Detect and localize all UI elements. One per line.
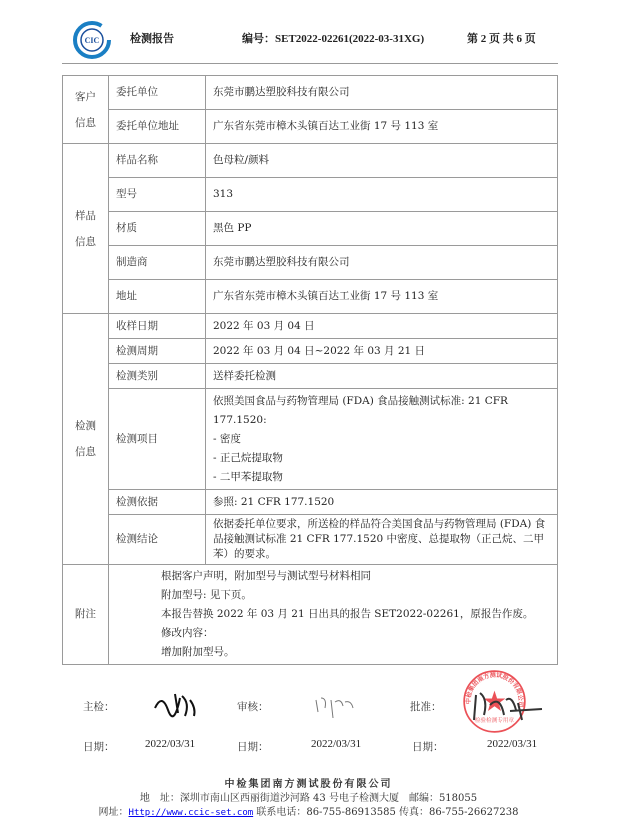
table-row	[63, 389, 558, 490]
table-row	[63, 280, 558, 314]
customer-group-label: 客户 信息	[63, 76, 109, 144]
field-value-line: - 密度	[213, 432, 241, 445]
field-value-line: - 二甲苯提取物	[213, 470, 283, 483]
field-label: 制造商	[109, 246, 206, 280]
note-line: 修改内容：	[161, 627, 214, 639]
cic-logo	[72, 20, 112, 60]
reviewer-date-label: 日期：	[237, 741, 269, 753]
approver-label: 批准：	[410, 701, 442, 713]
table-row	[63, 246, 558, 280]
table-row	[63, 515, 558, 565]
footer-address: 地 址：深圳市南山区西丽街道沙河路 43 号电子检测大厦 邮编：518055	[139, 793, 478, 804]
footer-contact	[0, 803, 617, 818]
table-row	[63, 144, 558, 178]
field-value: 色母粒/颜料	[206, 144, 558, 178]
header-divider	[62, 63, 558, 64]
field-value: 送样委托检测	[206, 364, 558, 389]
report-title: 检测报告	[130, 33, 174, 45]
note-line: 增加附加型号。	[161, 646, 235, 658]
field-value: 东莞市鹏达塑胶科技有限公司	[206, 246, 558, 280]
field-label: 委托单位	[109, 76, 206, 110]
table-row	[63, 110, 558, 144]
field-label: 地址	[109, 280, 206, 314]
field-value: 313	[206, 178, 558, 212]
inspector-date-label: 日期：	[83, 741, 115, 753]
reviewer-label: 审核：	[237, 701, 269, 713]
field-value-line: - 正己烷提取物	[213, 451, 283, 464]
svg-text:检验检测专用章: 检验检测专用章	[474, 717, 515, 724]
field-label: 材质	[109, 212, 206, 246]
field-value: 2022 年 03 月 04 日	[206, 314, 558, 339]
field-value: 参照: 21 CFR 177.1520	[206, 490, 558, 515]
field-label: 检测依据	[109, 490, 206, 515]
field-label: 检测类别	[109, 364, 206, 389]
svg-text:中检集团南方测试股份有限公司: 中检集团南方测试股份有限公司	[465, 671, 524, 708]
test-group-label: 检测 信息	[63, 314, 109, 565]
field-value-line: 依照美国食品与药物管理局 (FDA) 食品接触测试标准: 21 CFR 177.1520:	[213, 394, 508, 426]
inspector-label: 主检：	[83, 701, 115, 713]
notes-group-label: 附注	[63, 565, 109, 665]
approver-signature	[470, 685, 545, 725]
field-value: 黑色 PP	[206, 212, 558, 246]
note-line: 根据客户声明，附加型号与测试型号材料相同	[161, 570, 371, 582]
field-value	[206, 389, 558, 490]
field-label: 收样日期	[109, 314, 206, 339]
table-row	[63, 178, 558, 212]
note-line: 附加型号: 见下页。	[161, 589, 252, 601]
page-number: 第 2 页 共 6 页	[467, 33, 536, 45]
web-label: 网址：	[98, 807, 129, 818]
table-row	[63, 212, 558, 246]
svg-text:CIC: CIC	[84, 36, 100, 45]
field-value: 东莞市鹏达塑胶科技有限公司	[206, 76, 558, 110]
field-value: 2022 年 03 月 04 日~2022 年 03 月 21 日	[206, 339, 558, 364]
notes-content	[109, 565, 558, 665]
inspector-date: 2022/03/31	[145, 738, 196, 750]
field-label: 检测结论	[109, 515, 206, 565]
table-row	[63, 76, 558, 110]
field-label: 样品名称	[109, 144, 206, 178]
approver-date: 2022/03/31	[487, 738, 538, 750]
phone-fax: 联系电话：86-755-86913585 传真：86-755-26627238	[253, 807, 519, 818]
report-table	[62, 75, 558, 665]
table-row	[63, 490, 558, 515]
table-row	[63, 314, 558, 339]
notes-row	[63, 565, 558, 665]
table-row	[63, 339, 558, 364]
field-label: 检测项目	[109, 389, 206, 490]
approver-date-label: 日期：	[412, 741, 444, 753]
footer-company: 中检集团南方测试股份有限公司	[224, 779, 393, 790]
table-row	[63, 364, 558, 389]
note-line: 本报告替换 2022 年 03 月 21 日出具的报告 SET2022-02261，原报告作废。	[161, 608, 534, 620]
reviewer-signature	[313, 690, 358, 720]
field-value: 依据委托单位要求，所送检的样品符合美国食品与药物管理局 (FDA) 食品接触测试标准 21 CFR 177.1520 中密度、总提取物（正己烷、二甲苯）的要求。	[206, 515, 558, 565]
sample-group-label: 样品 信息	[63, 144, 109, 314]
reviewer-date: 2022/03/31	[311, 738, 362, 750]
field-label: 委托单位地址	[109, 110, 206, 144]
inspector-signature	[150, 688, 200, 720]
field-value: 广东省东莞市樟木头镇百达工业街 17 号 113 室	[206, 110, 558, 144]
field-label: 型号	[109, 178, 206, 212]
field-label: 检测周期	[109, 339, 206, 364]
field-value: 广东省东莞市樟木头镇百达工业街 17 号 113 室	[206, 280, 558, 314]
website-link[interactable]: Http://www.ccic-set.com	[128, 808, 254, 818]
report-number: 编号：SET2022-02261(2022-03-31XG)	[242, 33, 425, 45]
